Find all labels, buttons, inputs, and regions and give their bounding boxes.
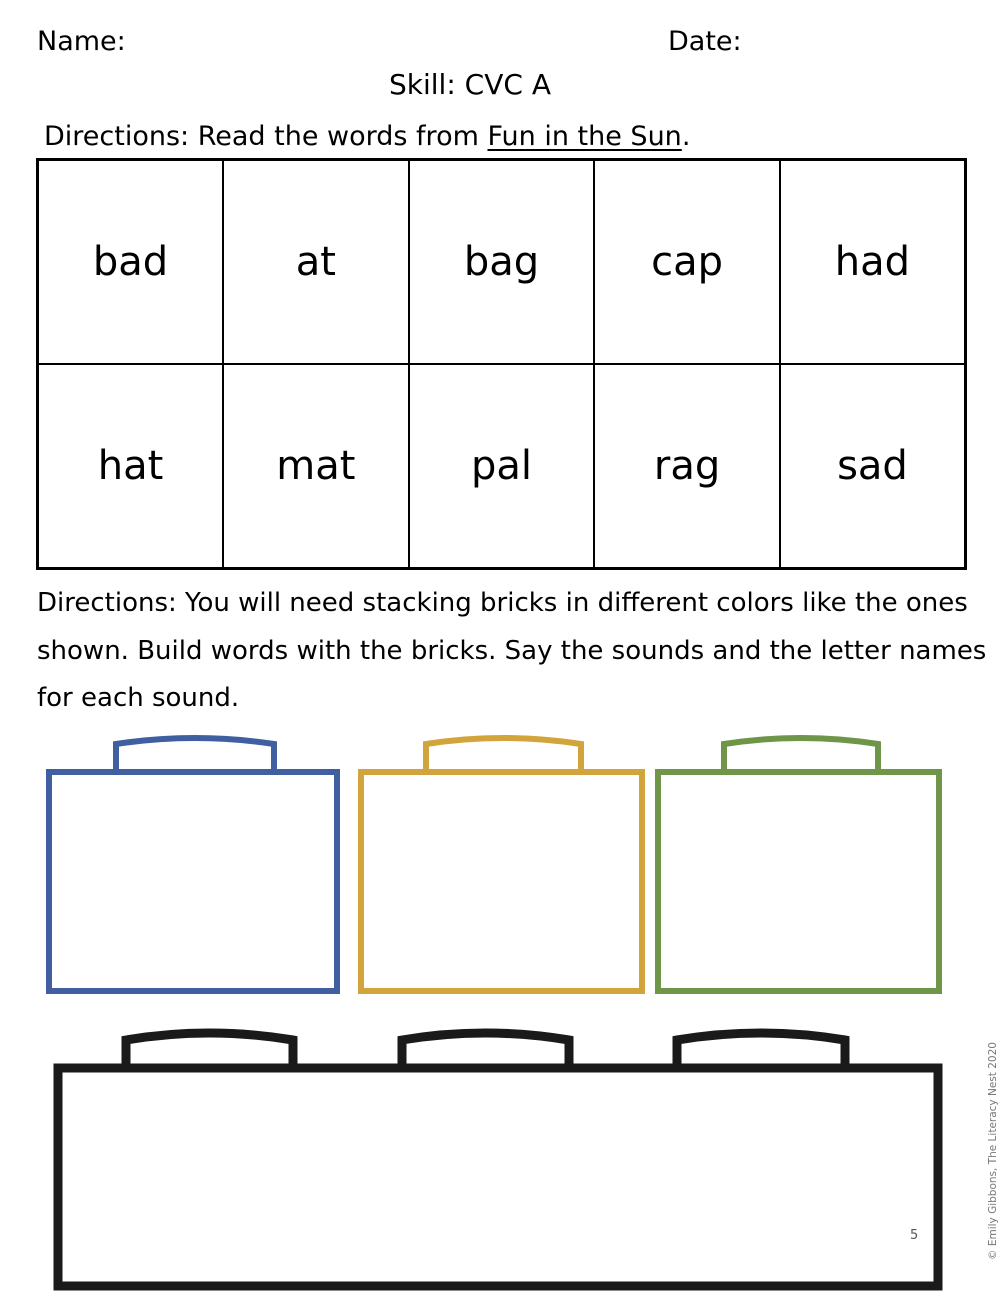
word-cell: cap — [594, 160, 780, 365]
copyright-notice: © Emily Gibbons, The Literacy Nest 2020 — [987, 1042, 999, 1260]
directions-read-words — [44, 121, 690, 152]
word-cell: bag — [409, 160, 595, 365]
brick-illustrations — [0, 720, 1000, 1294]
skill-label: Skill: CVC A — [389, 68, 551, 101]
name-label: Name: — [37, 26, 126, 57]
blue-brick-icon — [49, 738, 337, 991]
directions-suffix: . — [681, 121, 691, 152]
word-cell: sad — [780, 364, 966, 569]
book-title: Fun in the Sun — [487, 121, 682, 152]
green-brick-icon — [658, 738, 939, 991]
word-cell: bad — [38, 160, 224, 365]
word-cell: mat — [223, 364, 409, 569]
word-cell: pal — [409, 364, 595, 569]
word-cell: had — [780, 160, 966, 365]
word-cell: hat — [38, 364, 224, 569]
black-triple-brick-icon — [58, 1033, 938, 1286]
word-row — [38, 364, 966, 569]
date-label: Date: — [668, 26, 742, 57]
directions-prefix: Directions: Read the words from — [44, 121, 488, 152]
gold-brick-icon — [361, 738, 642, 991]
word-row — [38, 160, 966, 365]
word-grid — [36, 158, 967, 570]
word-cell: at — [223, 160, 409, 365]
word-cell: rag — [594, 364, 780, 569]
directions-build-words: Directions: You will need stacking bricks in different colors like the ones shown. Build words with the bricks. Say the sounds and the letter names for each sound. — [37, 588, 987, 713]
page-number: 5 — [910, 1228, 919, 1243]
